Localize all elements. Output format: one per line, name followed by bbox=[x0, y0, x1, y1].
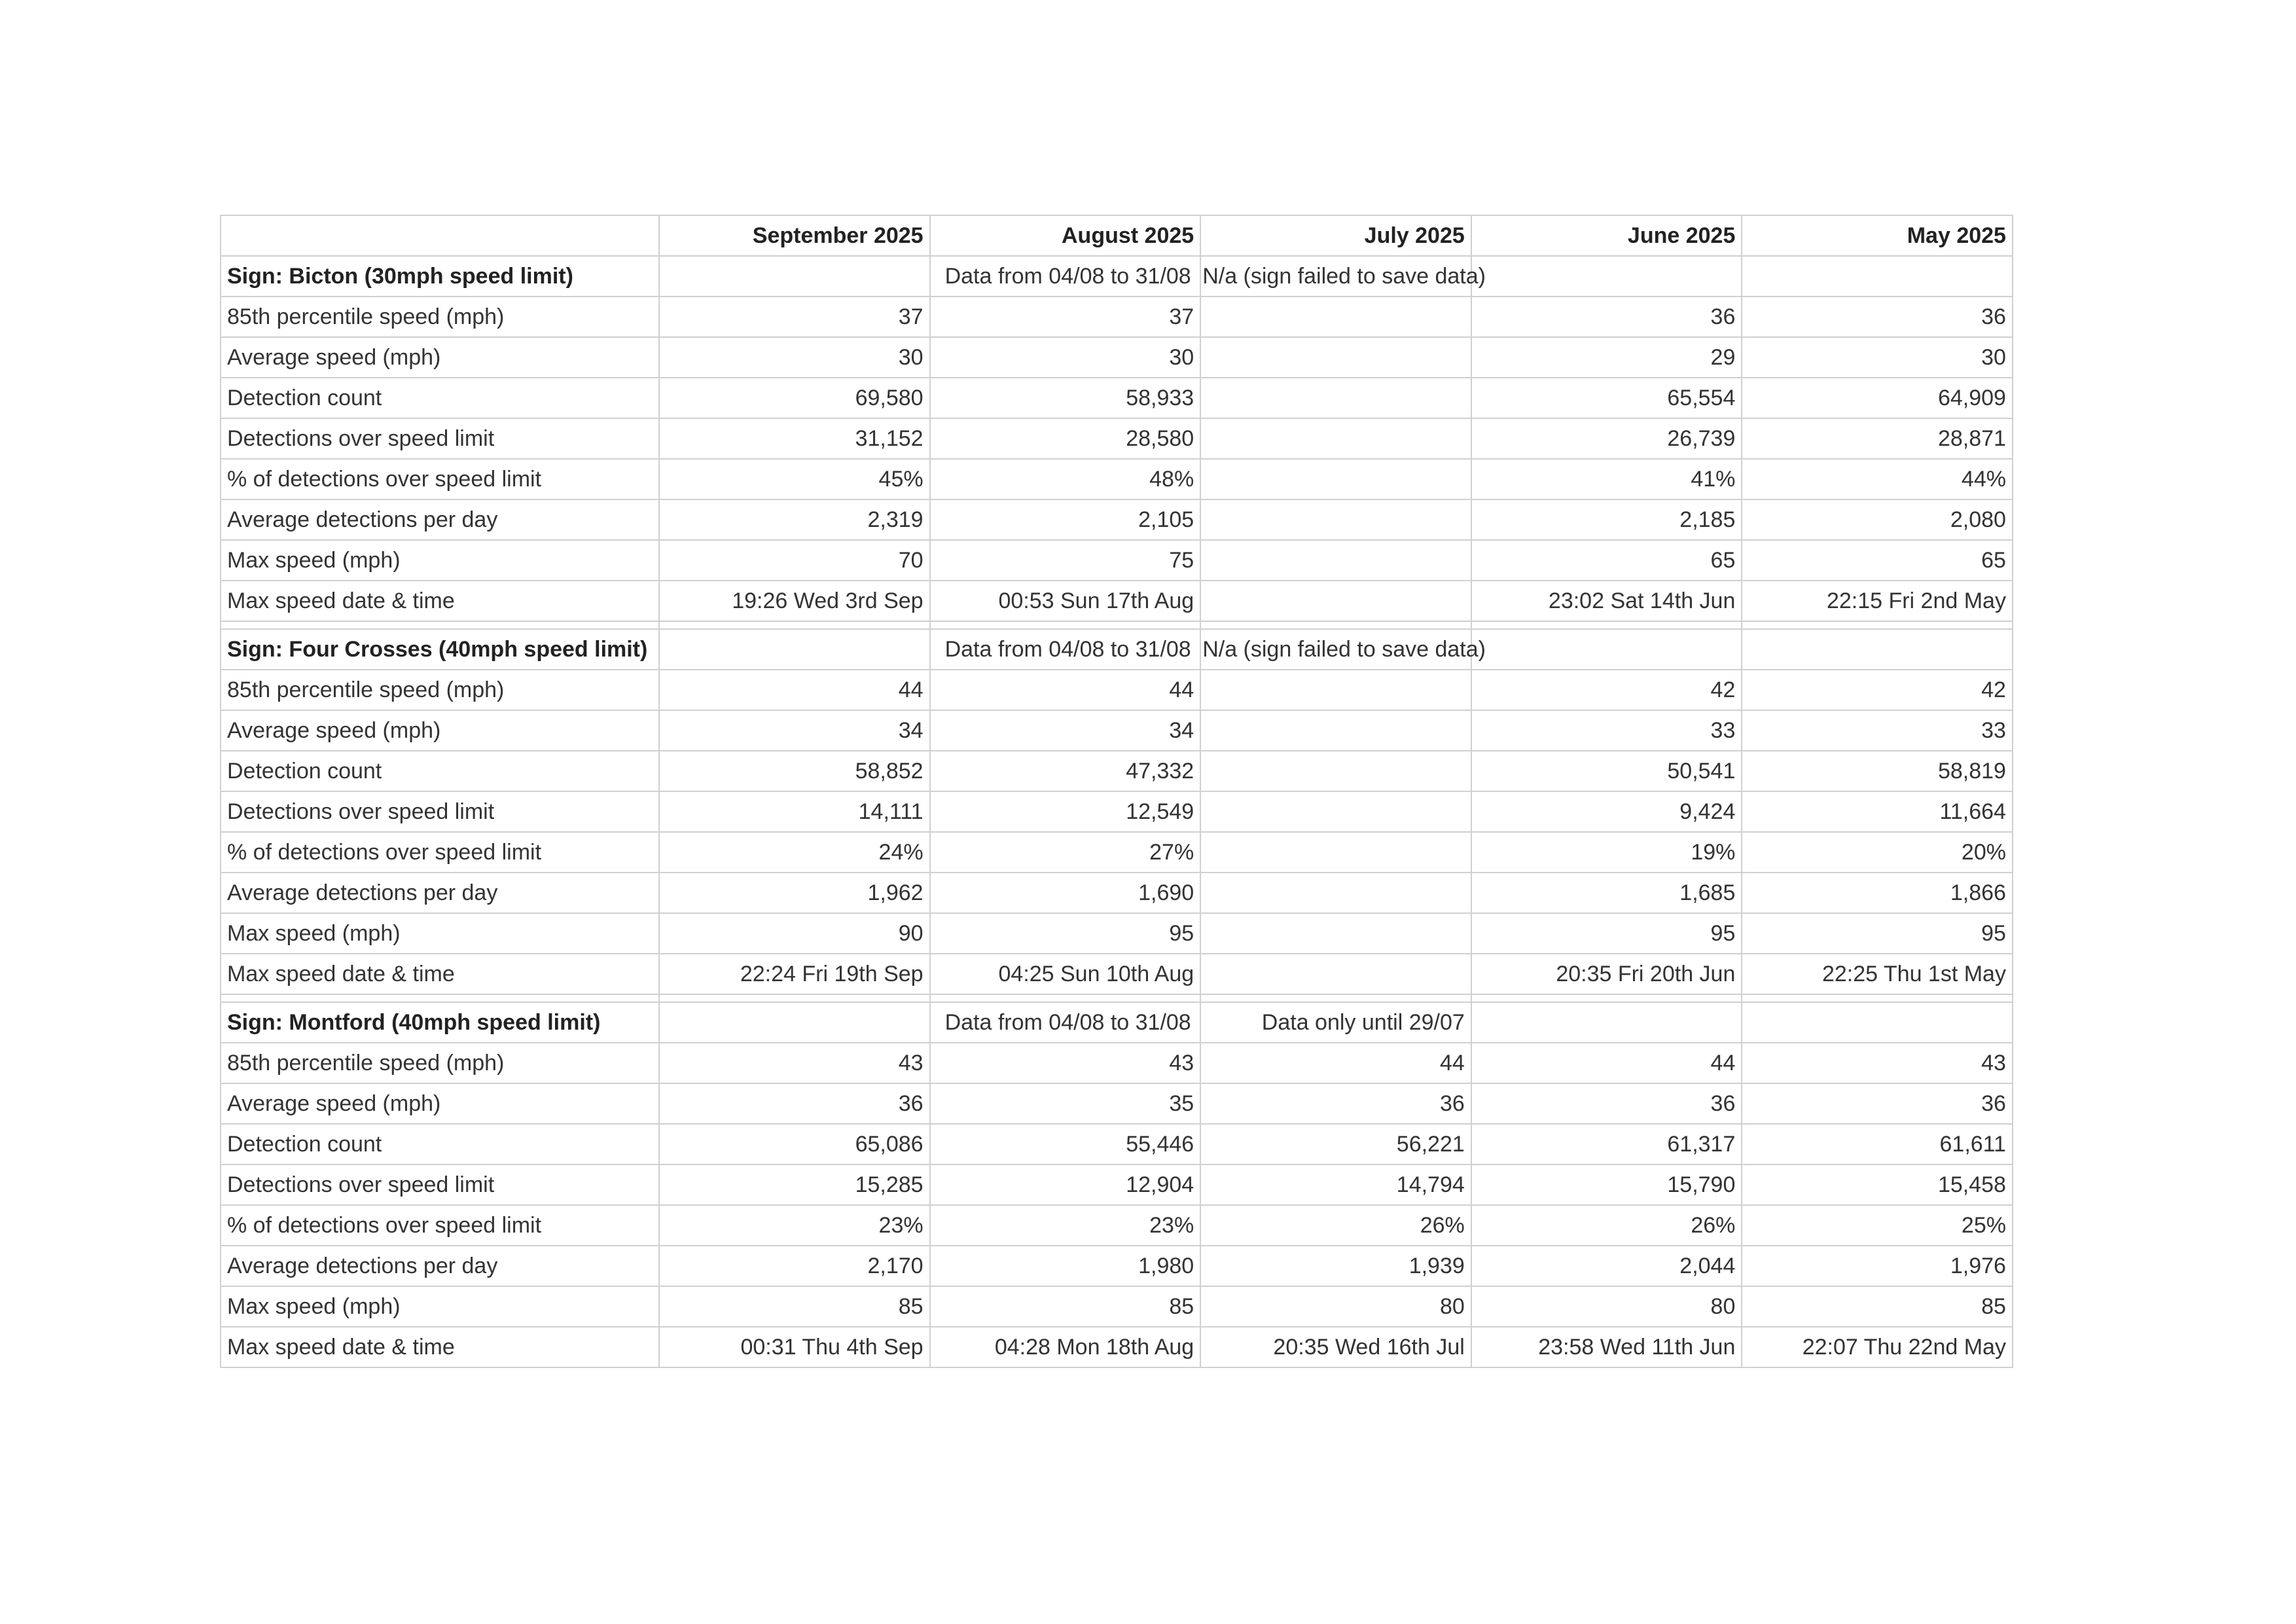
section-note-july bbox=[1200, 256, 1486, 297]
section-note-august bbox=[930, 629, 1201, 670]
cell-september: 00:31 Thu 4th Sep bbox=[659, 1327, 930, 1367]
table-row bbox=[221, 581, 2013, 621]
section-note-august bbox=[930, 1002, 1201, 1043]
row-label: Detection count bbox=[221, 1124, 659, 1164]
row-label: % of detections over speed limit bbox=[221, 1205, 659, 1246]
cell-june: 44 bbox=[1471, 1043, 1742, 1083]
cell-june: 19% bbox=[1471, 832, 1742, 873]
row-label: Average speed (mph) bbox=[221, 1083, 659, 1124]
section-note-may bbox=[1742, 629, 2013, 670]
cell-september: 44 bbox=[659, 670, 930, 710]
row-label: Detections over speed limit bbox=[221, 418, 659, 459]
cell-august: 30 bbox=[930, 337, 1201, 378]
note-text: Data only until 29/07 bbox=[1261, 1010, 1465, 1035]
cell-may: 58,819 bbox=[1742, 751, 2013, 791]
cell-september: 69,580 bbox=[659, 378, 930, 418]
cell-june: 36 bbox=[1471, 1083, 1742, 1124]
row-label: Max speed date & time bbox=[221, 1327, 659, 1367]
cell-june: 80 bbox=[1471, 1286, 1742, 1327]
cell-august: 37 bbox=[930, 297, 1201, 337]
cell-july bbox=[1200, 499, 1471, 540]
cell-september: 45% bbox=[659, 459, 930, 499]
cell-june: 9,424 bbox=[1471, 791, 1742, 832]
header-september: September 2025 bbox=[659, 215, 930, 256]
cell-july bbox=[1200, 751, 1471, 791]
cell-june: 23:02 Sat 14th Jun bbox=[1471, 581, 1742, 621]
table-row bbox=[221, 540, 2013, 581]
cell-may: 65 bbox=[1742, 540, 2013, 581]
cell-july: 80 bbox=[1200, 1286, 1471, 1327]
cell-august: 48% bbox=[930, 459, 1201, 499]
spacer-cell bbox=[1742, 621, 2013, 629]
row-label: Detection count bbox=[221, 751, 659, 791]
table-row bbox=[221, 1043, 2013, 1083]
row-label: Detection count bbox=[221, 378, 659, 418]
cell-august: 00:53 Sun 17th Aug bbox=[930, 581, 1201, 621]
cell-august: 35 bbox=[930, 1083, 1201, 1124]
cell-july bbox=[1200, 378, 1471, 418]
cell-june: 2,185 bbox=[1471, 499, 1742, 540]
cell-june: 95 bbox=[1471, 913, 1742, 954]
row-label: Detections over speed limit bbox=[221, 791, 659, 832]
cell-august: 04:28 Mon 18th Aug bbox=[930, 1327, 1201, 1367]
table-row bbox=[221, 710, 2013, 751]
cell-may: 95 bbox=[1742, 913, 2013, 954]
cell-august: 47,332 bbox=[930, 751, 1201, 791]
cell-september: 14,111 bbox=[659, 791, 930, 832]
row-label: % of detections over speed limit bbox=[221, 459, 659, 499]
cell-september: 24% bbox=[659, 832, 930, 873]
header-june: June 2025 bbox=[1471, 215, 1742, 256]
row-label: Average speed (mph) bbox=[221, 710, 659, 751]
table-row bbox=[221, 1246, 2013, 1286]
cell-september: 37 bbox=[659, 297, 930, 337]
cell-july: 20:35 Wed 16th Jul bbox=[1200, 1327, 1471, 1367]
spacer-cell bbox=[930, 994, 1201, 1002]
cell-may: 43 bbox=[1742, 1043, 2013, 1083]
cell-may: 28,871 bbox=[1742, 418, 2013, 459]
row-label: Average detections per day bbox=[221, 1246, 659, 1286]
cell-may: 61,611 bbox=[1742, 1124, 2013, 1164]
table-row bbox=[221, 670, 2013, 710]
table-row bbox=[221, 337, 2013, 378]
cell-august: 34 bbox=[930, 710, 1201, 751]
table-row bbox=[221, 832, 2013, 873]
cell-september: 36 bbox=[659, 1083, 930, 1124]
note-text: Data from 04/08 to 31/08 bbox=[944, 637, 1191, 662]
table-row bbox=[221, 1286, 2013, 1327]
cell-july: 26% bbox=[1200, 1205, 1471, 1246]
cell-august: 23% bbox=[930, 1205, 1201, 1246]
header-july: July 2025 bbox=[1200, 215, 1471, 256]
note-text: N/a (sign failed to save data) bbox=[1202, 637, 1486, 662]
cell-june: 2,044 bbox=[1471, 1246, 1742, 1286]
row-label: % of detections over speed limit bbox=[221, 832, 659, 873]
cell-august: 27% bbox=[930, 832, 1201, 873]
cell-july bbox=[1200, 832, 1471, 873]
cell-july bbox=[1200, 710, 1471, 751]
cell-june: 42 bbox=[1471, 670, 1742, 710]
cell-september: 30 bbox=[659, 337, 930, 378]
row-label: 85th percentile speed (mph) bbox=[221, 1043, 659, 1083]
cell-may: 42 bbox=[1742, 670, 2013, 710]
section-note-july bbox=[1200, 629, 1486, 670]
cell-may: 36 bbox=[1742, 297, 2013, 337]
row-label: Average detections per day bbox=[221, 499, 659, 540]
section-note-june bbox=[1471, 256, 1742, 297]
cell-may: 36 bbox=[1742, 1083, 2013, 1124]
cell-may: 30 bbox=[1742, 337, 2013, 378]
cell-june: 26% bbox=[1471, 1205, 1742, 1246]
cell-july: 36 bbox=[1200, 1083, 1471, 1124]
cell-may: 22:25 Thu 1st May bbox=[1742, 954, 2013, 994]
table-row bbox=[221, 873, 2013, 913]
section-note-september bbox=[659, 256, 930, 297]
table-row bbox=[221, 418, 2013, 459]
cell-august: 58,933 bbox=[930, 378, 1201, 418]
cell-august: 1,690 bbox=[930, 873, 1201, 913]
cell-august: 28,580 bbox=[930, 418, 1201, 459]
cell-september: 2,319 bbox=[659, 499, 930, 540]
table-row bbox=[221, 378, 2013, 418]
section-note-august bbox=[930, 256, 1201, 297]
cell-may: 1,866 bbox=[1742, 873, 2013, 913]
header-may: May 2025 bbox=[1742, 215, 2013, 256]
row-label: Max speed (mph) bbox=[221, 1286, 659, 1327]
cell-july: 44 bbox=[1200, 1043, 1471, 1083]
cell-september: 65,086 bbox=[659, 1124, 930, 1164]
cell-july bbox=[1200, 873, 1471, 913]
cell-august: 44 bbox=[930, 670, 1201, 710]
cell-june: 23:58 Wed 11th Jun bbox=[1471, 1327, 1742, 1367]
cell-may: 25% bbox=[1742, 1205, 2013, 1246]
spacer-cell bbox=[659, 994, 930, 1002]
spacer-cell bbox=[1471, 621, 1742, 629]
cell-september: 90 bbox=[659, 913, 930, 954]
cell-august: 85 bbox=[930, 1286, 1201, 1327]
note-text: Data from 04/08 to 31/08 bbox=[944, 264, 1191, 289]
cell-august: 95 bbox=[930, 913, 1201, 954]
cell-july: 1,939 bbox=[1200, 1246, 1471, 1286]
cell-september: 1,962 bbox=[659, 873, 930, 913]
cell-september: 23% bbox=[659, 1205, 930, 1246]
cell-june: 20:35 Fri 20th Jun bbox=[1471, 954, 1742, 994]
cell-june: 33 bbox=[1471, 710, 1742, 751]
cell-may: 64,909 bbox=[1742, 378, 2013, 418]
cell-august: 43 bbox=[930, 1043, 1201, 1083]
spacer-cell bbox=[659, 621, 930, 629]
cell-september: 15,285 bbox=[659, 1164, 930, 1205]
cell-may: 2,080 bbox=[1742, 499, 2013, 540]
cell-august: 75 bbox=[930, 540, 1201, 581]
cell-june: 65 bbox=[1471, 540, 1742, 581]
cell-july: 14,794 bbox=[1200, 1164, 1471, 1205]
row-label: Average speed (mph) bbox=[221, 337, 659, 378]
section-header-row bbox=[221, 256, 2013, 297]
cell-august: 2,105 bbox=[930, 499, 1201, 540]
cell-june: 50,541 bbox=[1471, 751, 1742, 791]
cell-september: 70 bbox=[659, 540, 930, 581]
cell-july bbox=[1200, 418, 1471, 459]
cell-july bbox=[1200, 540, 1471, 581]
cell-may: 44% bbox=[1742, 459, 2013, 499]
section-note-may bbox=[1742, 256, 2013, 297]
cell-july bbox=[1200, 913, 1471, 954]
cell-july bbox=[1200, 670, 1471, 710]
cell-july bbox=[1200, 581, 1471, 621]
cell-august: 55,446 bbox=[930, 1124, 1201, 1164]
table-row bbox=[221, 751, 2013, 791]
cell-july bbox=[1200, 297, 1471, 337]
section-title: Sign: Bicton (30mph speed limit) bbox=[221, 256, 659, 297]
section-header-row bbox=[221, 1002, 2013, 1043]
cell-june: 29 bbox=[1471, 337, 1742, 378]
cell-june: 15,790 bbox=[1471, 1164, 1742, 1205]
table-row bbox=[221, 954, 2013, 994]
row-label: Detections over speed limit bbox=[221, 1164, 659, 1205]
row-label: Max speed (mph) bbox=[221, 913, 659, 954]
section-spacer bbox=[221, 621, 2013, 629]
row-label: 85th percentile speed (mph) bbox=[221, 670, 659, 710]
table-row bbox=[221, 459, 2013, 499]
cell-september: 58,852 bbox=[659, 751, 930, 791]
cell-august: 04:25 Sun 10th Aug bbox=[930, 954, 1201, 994]
spacer-cell bbox=[930, 621, 1201, 629]
cell-may: 22:15 Fri 2nd May bbox=[1742, 581, 2013, 621]
table-row bbox=[221, 499, 2013, 540]
row-label: Average detections per day bbox=[221, 873, 659, 913]
cell-june: 65,554 bbox=[1471, 378, 1742, 418]
cell-may: 33 bbox=[1742, 710, 2013, 751]
row-label: Max speed date & time bbox=[221, 581, 659, 621]
cell-may: 11,664 bbox=[1742, 791, 2013, 832]
cell-july bbox=[1200, 337, 1471, 378]
cell-may: 1,976 bbox=[1742, 1246, 2013, 1286]
row-label: 85th percentile speed (mph) bbox=[221, 297, 659, 337]
section-note-september bbox=[659, 629, 930, 670]
section-spacer bbox=[221, 994, 2013, 1002]
cell-may: 85 bbox=[1742, 1286, 2013, 1327]
cell-september: 85 bbox=[659, 1286, 930, 1327]
cell-september: 43 bbox=[659, 1043, 930, 1083]
spacer-cell bbox=[1200, 621, 1471, 629]
spacer-cell bbox=[1471, 994, 1742, 1002]
section-note-june bbox=[1471, 629, 1742, 670]
table-row bbox=[221, 1124, 2013, 1164]
cell-july bbox=[1200, 791, 1471, 832]
table-row bbox=[221, 1205, 2013, 1246]
header-august: August 2025 bbox=[930, 215, 1201, 256]
header-cell-empty bbox=[221, 215, 659, 256]
cell-august: 12,549 bbox=[930, 791, 1201, 832]
spacer-cell bbox=[1742, 994, 2013, 1002]
spacer-cell bbox=[1200, 994, 1471, 1002]
cell-may: 15,458 bbox=[1742, 1164, 2013, 1205]
section-title: Sign: Four Crosses (40mph speed limit) bbox=[221, 629, 659, 670]
section-note-july bbox=[1200, 1002, 1471, 1043]
speed-data-table bbox=[220, 215, 2013, 1368]
note-text: Data from 04/08 to 31/08 bbox=[944, 1010, 1191, 1035]
section-note-may bbox=[1742, 1002, 2013, 1043]
section-note-june bbox=[1471, 1002, 1742, 1043]
spacer-cell bbox=[221, 621, 659, 629]
header-row bbox=[221, 215, 2013, 256]
cell-august: 1,980 bbox=[930, 1246, 1201, 1286]
section-title: Sign: Montford (40mph speed limit) bbox=[221, 1002, 659, 1043]
cell-june: 1,685 bbox=[1471, 873, 1742, 913]
cell-august: 12,904 bbox=[930, 1164, 1201, 1205]
table-row bbox=[221, 913, 2013, 954]
cell-may: 20% bbox=[1742, 832, 2013, 873]
cell-september: 31,152 bbox=[659, 418, 930, 459]
cell-june: 61,317 bbox=[1471, 1124, 1742, 1164]
spacer-cell bbox=[221, 994, 659, 1002]
table-row bbox=[221, 1083, 2013, 1124]
cell-june: 41% bbox=[1471, 459, 1742, 499]
section-note-september bbox=[659, 1002, 930, 1043]
note-text: N/a (sign failed to save data) bbox=[1202, 264, 1486, 289]
table-row bbox=[221, 791, 2013, 832]
cell-september: 34 bbox=[659, 710, 930, 751]
row-label: Max speed (mph) bbox=[221, 540, 659, 581]
table-row bbox=[221, 1327, 2013, 1367]
cell-july bbox=[1200, 954, 1471, 994]
cell-september: 2,170 bbox=[659, 1246, 930, 1286]
cell-june: 26,739 bbox=[1471, 418, 1742, 459]
cell-june: 36 bbox=[1471, 297, 1742, 337]
cell-july bbox=[1200, 459, 1471, 499]
cell-september: 22:24 Fri 19th Sep bbox=[659, 954, 930, 994]
cell-september: 19:26 Wed 3rd Sep bbox=[659, 581, 930, 621]
cell-july: 56,221 bbox=[1200, 1124, 1471, 1164]
table-row bbox=[221, 297, 2013, 337]
row-label: Max speed date & time bbox=[221, 954, 659, 994]
section-header-row bbox=[221, 629, 2013, 670]
table-row bbox=[221, 1164, 2013, 1205]
cell-may: 22:07 Thu 22nd May bbox=[1742, 1327, 2013, 1367]
